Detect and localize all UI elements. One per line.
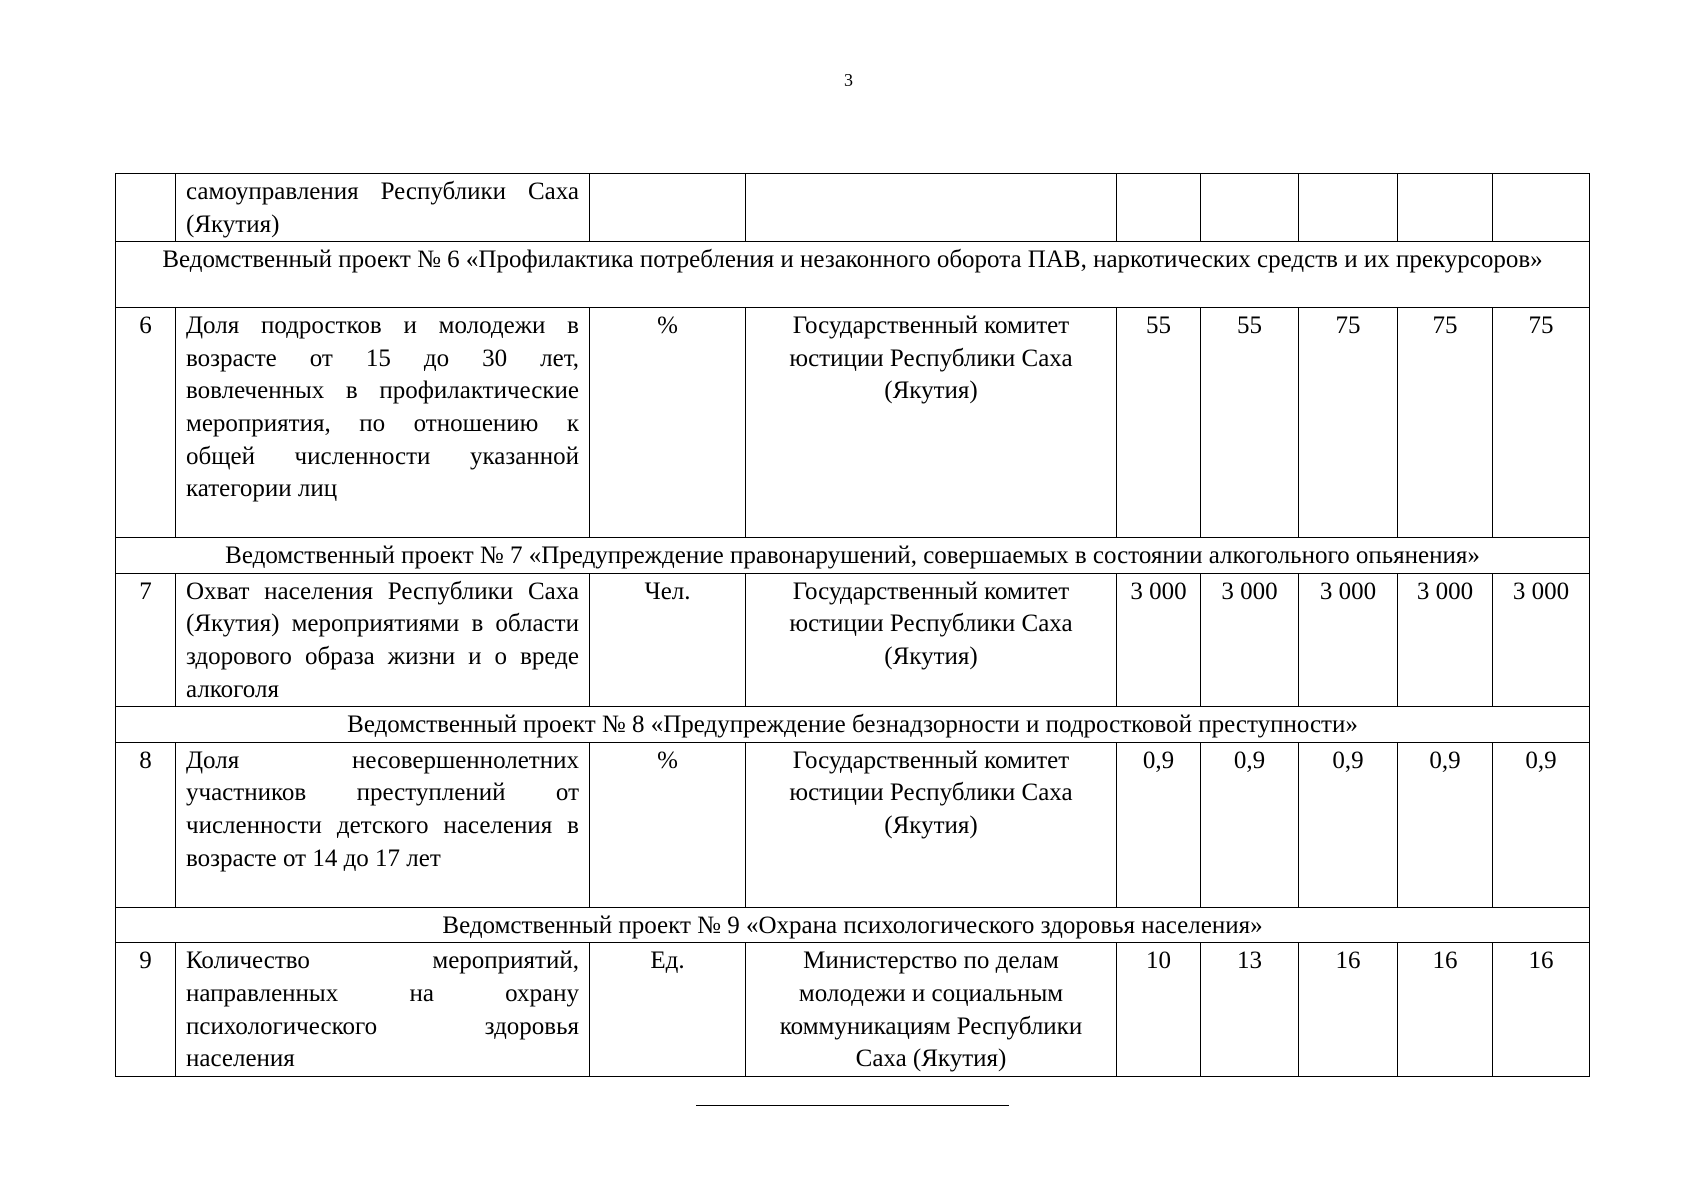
- table-row: [116, 573, 1590, 706]
- row-number: 8: [116, 742, 176, 907]
- value-cell: 16: [1398, 943, 1493, 1076]
- project-title: Ведомственный проект № 6 «Профилактика потребления и незаконного оборота ПАВ, наркотических средств и их прекурсоров»: [116, 242, 1590, 308]
- value-cell: 55: [1117, 308, 1201, 538]
- unit-of-measure: Ед.: [590, 943, 746, 1076]
- value-cell: [1117, 174, 1201, 242]
- value-cell: 16: [1299, 943, 1398, 1076]
- value-cell: 75: [1493, 308, 1590, 538]
- project-header-row: [116, 707, 1590, 743]
- value-cell: 0,9: [1299, 742, 1398, 907]
- indicator-name: Количество мероприятий, направленных на охрану психологического здоровья населения: [176, 943, 590, 1076]
- responsible-body: Государственный комитет юстиции Республики Саха (Якутия): [746, 308, 1117, 538]
- value-cell: [1299, 174, 1398, 242]
- value-cell: 75: [1299, 308, 1398, 538]
- indicator-name: Доля несовершеннолетних участников преступлений от численности детского населения в возрасте от 14 до 17 лет: [176, 742, 590, 907]
- unit-of-measure: Чел.: [590, 573, 746, 706]
- value-cell: 0,9: [1493, 742, 1590, 907]
- unit-of-measure: %: [590, 742, 746, 907]
- table-row: [116, 943, 1590, 1076]
- indicator-name: Доля подростков и молодежи в возрасте от 15 до 30 лет, вовлеченных в профилактические мероприятия, по отношению к общей численности указанной категории лиц: [176, 308, 590, 538]
- project-title: Ведомственный проект № 7 «Предупреждение правонарушений, совершаемых в состоянии алкогольного опьянения»: [116, 538, 1590, 574]
- footer-separator-line: [696, 1105, 1009, 1106]
- value-cell: 3 000: [1117, 573, 1201, 706]
- table-row: [116, 742, 1590, 907]
- row-number: 7: [116, 573, 176, 706]
- value-cell: 75: [1398, 308, 1493, 538]
- row-number: 9: [116, 943, 176, 1076]
- value-cell: [1398, 174, 1493, 242]
- value-cell: 0,9: [1201, 742, 1299, 907]
- responsible-body: Министерство по делам молодежи и социальным коммуникациям Республики Саха (Якутия): [746, 943, 1117, 1076]
- value-cell: 10: [1117, 943, 1201, 1076]
- value-cell: [1493, 174, 1590, 242]
- project-title: Ведомственный проект № 8 «Предупреждение безнадзорности и подростковой преступности»: [116, 707, 1590, 743]
- indicators-table: [115, 173, 1590, 1077]
- responsible-body: Государственный комитет юстиции Республики Саха (Якутия): [746, 742, 1117, 907]
- project-header-row: [116, 242, 1590, 308]
- indicator-name: Охват населения Республики Саха (Якутия) мероприятиями в области здорового образа жизни и о вреде алкоголя: [176, 573, 590, 706]
- value-cell: 3 000: [1299, 573, 1398, 706]
- unit-of-measure: %: [590, 308, 746, 538]
- project-header-row: [116, 907, 1590, 943]
- value-cell: [1201, 174, 1299, 242]
- value-cell: 0,9: [1398, 742, 1493, 907]
- table-row: [116, 308, 1590, 538]
- responsible-body: [746, 174, 1117, 242]
- project-title: Ведомственный проект № 9 «Охрана психологического здоровья населения»: [116, 907, 1590, 943]
- responsible-body: Государственный комитет юстиции Республики Саха (Якутия): [746, 573, 1117, 706]
- value-cell: 3 000: [1201, 573, 1299, 706]
- row-number: 6: [116, 308, 176, 538]
- unit-of-measure: [590, 174, 746, 242]
- value-cell: 16: [1493, 943, 1590, 1076]
- value-cell: 13: [1201, 943, 1299, 1076]
- row-number: [116, 174, 176, 242]
- project-header-row: [116, 538, 1590, 574]
- value-cell: 55: [1201, 308, 1299, 538]
- indicator-name: самоуправления Республики Саха (Якутия): [176, 174, 590, 242]
- value-cell: 3 000: [1398, 573, 1493, 706]
- page-number: 3: [844, 70, 853, 90]
- value-cell: 3 000: [1493, 573, 1590, 706]
- table-row: [116, 174, 1590, 242]
- value-cell: 0,9: [1117, 742, 1201, 907]
